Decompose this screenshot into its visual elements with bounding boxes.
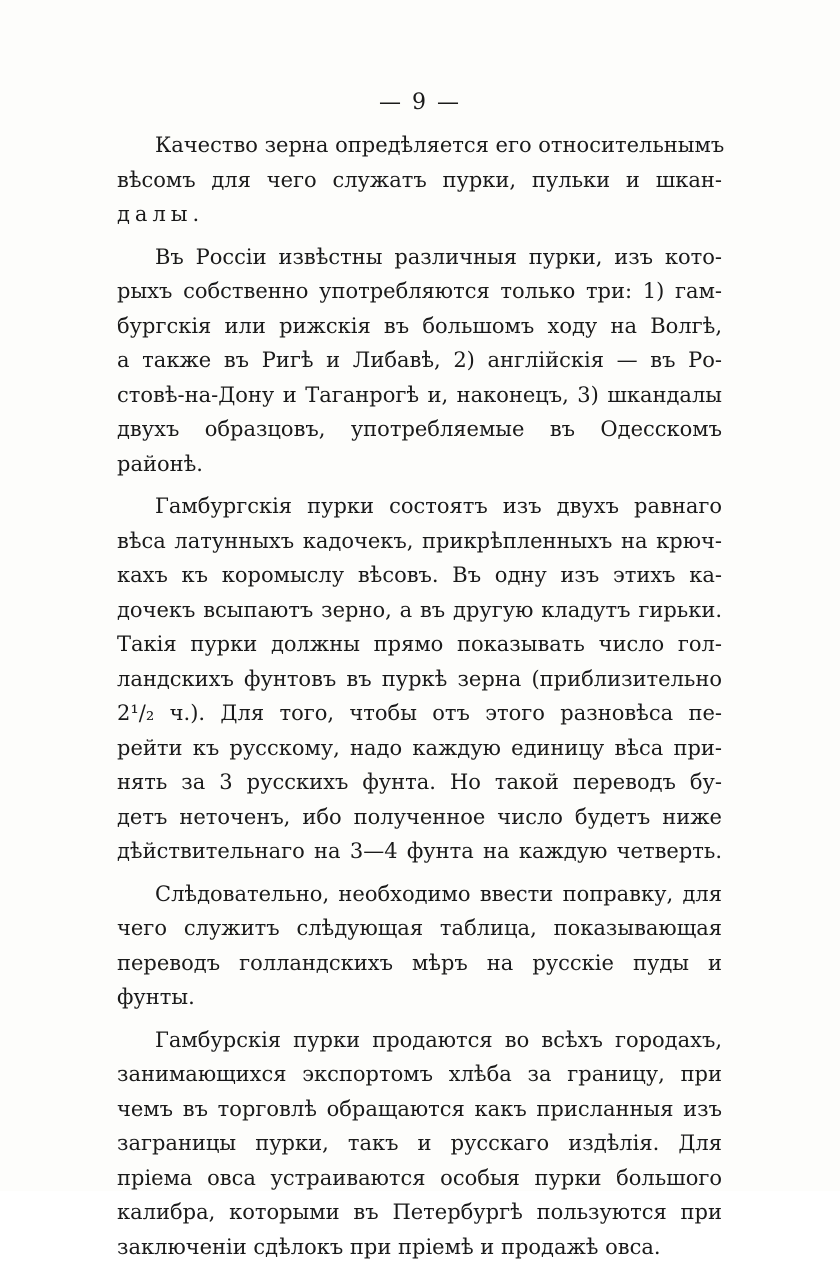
paragraph-1 <box>117 128 725 232</box>
text-line: занимающихся экспортомъ хлѣба за границу, при <box>117 1062 722 1086</box>
paragraph-4 <box>117 877 722 1015</box>
text-line: Въ Россіи извѣстны различныя пурки, изъ кото- <box>155 244 722 269</box>
text-line: дѣйствительнаго на 3—4 фунта на каждую четверть. <box>117 839 722 863</box>
text-line: далы. <box>117 202 205 226</box>
text-line: кахъ къ коромыслу вѣсовъ. Въ одну изъ этихъ ка- <box>117 563 722 587</box>
text-line: ландскихъ фунтовъ въ пуркѣ зерна (приблизительно <box>117 666 722 691</box>
text-line: чемъ въ торговлѣ обращаются какъ присланныя изъ <box>117 1096 722 1121</box>
text-line: 2¹/₂ ч.). Для того, чтобы отъ этого разновѣса пе- <box>117 701 722 725</box>
text-line: Гамбурскія пурки продаются во всѣхъ городахъ, <box>155 1027 722 1052</box>
text-line: переводъ голландскихъ мѣръ на русскіе пуды и <box>117 950 722 975</box>
page-number: — 9 — <box>379 90 461 115</box>
text-line: а также въ Ригѣ и Либавѣ, 2) англійскія — въ Ро- <box>117 348 722 372</box>
text-line: фунты. <box>117 985 195 1009</box>
paragraph-2 <box>117 240 722 482</box>
text-line: бургскія или рижскія въ большомъ ходу на Волгѣ, <box>117 313 722 338</box>
text-line: рейти къ русскому, надо каждую единицу вѣса при- <box>117 735 722 760</box>
paragraph-3 <box>117 489 722 869</box>
text-line: вѣса латунныхъ кадочекъ, прикрѣпленныхъ на крюч- <box>117 528 722 553</box>
text-line: нять за 3 русскихъ фунта. Но такой переводъ бу- <box>117 770 722 794</box>
text-line: Гамбургскія пурки состоятъ изъ двухъ равнаго <box>155 494 722 518</box>
text-line: стовѣ-на-Дону и Таганрогѣ и, наконецъ, 3) шкандалы <box>117 382 722 407</box>
text-line: чего служитъ слѣдующая таблица, показывающая <box>117 916 722 940</box>
text-line: дочекъ всыпаютъ зерно, а въ другую кладутъ гирьки. <box>117 597 722 622</box>
text-line: Качество зерна опредѣляется его относительнымъ <box>155 133 725 157</box>
text-line: калибра, которыми въ Петербургѣ пользуются при <box>117 1200 722 1224</box>
paragraph-5 <box>117 1023 722 1265</box>
text-line: двухъ образцовъ, употребляемые въ Одесскомъ <box>117 417 722 441</box>
text-line: Слѣдовательно, необходимо ввести поправку, для <box>155 881 722 906</box>
text-line: заключеніи сдѣлокъ при пріемѣ и продажѣ овса. <box>117 1234 661 1259</box>
text-line: заграницы пурки, такъ и русскаго издѣлія. Для <box>117 1131 722 1155</box>
text-line: вѣсомъ для чего служатъ пурки, пульки и шкан- <box>117 167 722 192</box>
text-line: рыхъ собственно употребляются только три: 1) гам- <box>117 279 722 303</box>
text-line: Такія пурки должны прямо показывать число гол- <box>117 632 722 656</box>
body-text <box>117 128 725 1272</box>
text-line: пріема овса устраиваются особыя пурки большого <box>117 1165 722 1190</box>
text-line: детъ неточенъ, ибо полученное число будетъ ниже <box>117 804 722 829</box>
text-line: районѣ. <box>117 451 203 476</box>
